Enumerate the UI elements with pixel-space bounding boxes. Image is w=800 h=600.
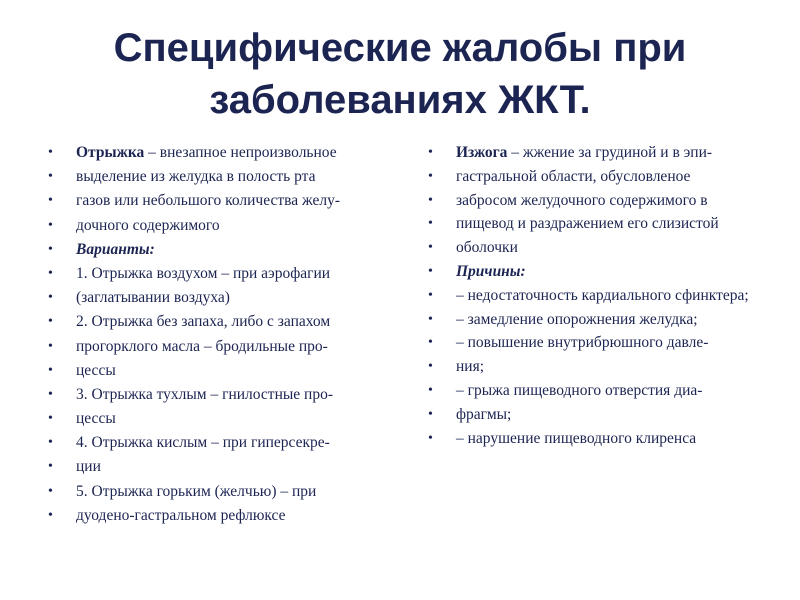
list-item bbox=[48, 386, 393, 403]
list-item bbox=[428, 263, 768, 280]
list-item bbox=[428, 144, 768, 161]
list-item bbox=[428, 406, 768, 423]
list-item bbox=[48, 434, 393, 451]
item-text: – замедление опорожнения желудка; bbox=[456, 310, 698, 328]
bullet-icon: • bbox=[428, 359, 433, 375]
item-text: 3. Отрыжка тухлым – гнилостные про- bbox=[76, 385, 333, 403]
bullet-icon: • bbox=[428, 382, 433, 398]
list-item bbox=[428, 239, 768, 256]
bullet-icon: • bbox=[48, 314, 53, 330]
list-item bbox=[48, 338, 393, 355]
bullet-icon: • bbox=[48, 411, 53, 427]
list-item bbox=[428, 287, 768, 304]
item-text: прогорклого масла – бродильные про- bbox=[76, 337, 328, 355]
item-text: оболочки bbox=[456, 239, 518, 257]
item-text: – недостаточность кардиального сфинктера; bbox=[456, 286, 749, 304]
bullet-icon: • bbox=[48, 241, 53, 257]
bullet-icon: • bbox=[48, 435, 53, 451]
bullet-icon: • bbox=[428, 168, 433, 184]
item-text: дочного содержимого bbox=[76, 216, 220, 234]
list-item bbox=[48, 362, 393, 379]
bullet-icon: • bbox=[48, 217, 53, 233]
list-item bbox=[48, 265, 393, 282]
bullet-icon: • bbox=[48, 265, 53, 281]
item-text: ции bbox=[76, 458, 101, 476]
item-text: ния; bbox=[456, 358, 485, 376]
list-item bbox=[428, 358, 768, 375]
list-item bbox=[428, 215, 768, 232]
item-text: 1. Отрыжка воздухом – при аэрофагии bbox=[76, 264, 331, 282]
list-item bbox=[428, 334, 768, 351]
item-text: (заглатывании воздуха) bbox=[76, 289, 230, 307]
list-item bbox=[48, 217, 393, 234]
item-text: цессы bbox=[76, 410, 116, 428]
section-heading: Причины: bbox=[456, 262, 526, 280]
bullet-icon: • bbox=[428, 192, 433, 208]
bullet-icon: • bbox=[48, 362, 53, 378]
item-text: цессы bbox=[76, 361, 116, 379]
bullet-icon: • bbox=[428, 406, 433, 422]
list-item bbox=[48, 313, 393, 330]
list-item bbox=[428, 382, 768, 399]
list-item bbox=[428, 311, 768, 328]
bullet-icon: • bbox=[428, 240, 433, 256]
list-item bbox=[48, 410, 393, 427]
bullet-icon: • bbox=[428, 311, 433, 327]
bullet-icon: • bbox=[48, 193, 53, 209]
bullet-icon: • bbox=[428, 145, 433, 160]
list-item bbox=[48, 507, 393, 524]
section-heading: Варианты: bbox=[76, 240, 155, 258]
term-label: Изжога bbox=[456, 144, 508, 161]
list-item bbox=[48, 458, 393, 475]
list-item bbox=[48, 483, 393, 500]
item-text: выделение из желудка в полость рта bbox=[76, 168, 316, 186]
bullet-icon: • bbox=[48, 507, 53, 523]
list-item bbox=[48, 289, 393, 306]
item-text: забросом желудочного содержимого в bbox=[456, 191, 708, 209]
item-text: 5. Отрыжка горьким (желчью) – при bbox=[76, 482, 317, 500]
bullet-icon: • bbox=[428, 287, 433, 303]
list-item bbox=[48, 144, 393, 161]
item-text: фрагмы; bbox=[456, 405, 512, 423]
list-item bbox=[428, 430, 768, 447]
item-text: – грыжа пищеводного отверстия диа- bbox=[456, 381, 703, 399]
item-text: – жжение за грудиной и в эпи- bbox=[507, 144, 713, 161]
slide-title-line-1: Специфические жалобы при bbox=[113, 26, 687, 70]
item-text: 2. Отрыжка без запаха, либо с запахом bbox=[76, 313, 331, 331]
item-text: – нарушение пищеводного клиренса bbox=[456, 429, 697, 447]
item-text: – повышение внутрибрюшного давле- bbox=[456, 334, 709, 352]
bullet-icon: • bbox=[48, 145, 53, 160]
item-text: 4. Отрыжка кислым – при гиперсекре- bbox=[76, 434, 330, 452]
bullet-icon: • bbox=[48, 169, 53, 185]
slide-title-line-2: заболеваниях ЖКТ. bbox=[209, 78, 591, 122]
slide-title bbox=[40, 22, 760, 126]
left-bullet-list bbox=[48, 144, 393, 531]
right-bullet-list bbox=[428, 144, 768, 453]
item-text: газов или небольшого количества желу- bbox=[76, 192, 341, 210]
bullet-icon: • bbox=[48, 459, 53, 475]
bullet-icon: • bbox=[428, 430, 433, 446]
list-item bbox=[48, 168, 393, 185]
list-item bbox=[48, 241, 393, 258]
item-text: пищевод и раздражением его слизистой bbox=[456, 215, 719, 233]
list-item bbox=[428, 192, 768, 209]
bullet-icon: • bbox=[428, 335, 433, 351]
item-text: дуодено-гастральном рефлюксе bbox=[76, 506, 286, 524]
bullet-icon: • bbox=[428, 263, 433, 279]
bullet-icon: • bbox=[48, 386, 53, 402]
bullet-icon: • bbox=[48, 483, 53, 499]
item-text: – внезапное непроизвольное bbox=[144, 144, 337, 161]
bullet-icon: • bbox=[428, 216, 433, 232]
bullet-icon: • bbox=[48, 338, 53, 354]
list-item bbox=[48, 192, 393, 209]
list-item bbox=[428, 168, 768, 185]
term-label: Отрыжка bbox=[76, 144, 145, 161]
item-text: гастральной области, обусловленое bbox=[456, 167, 691, 185]
bullet-icon: • bbox=[48, 290, 53, 306]
